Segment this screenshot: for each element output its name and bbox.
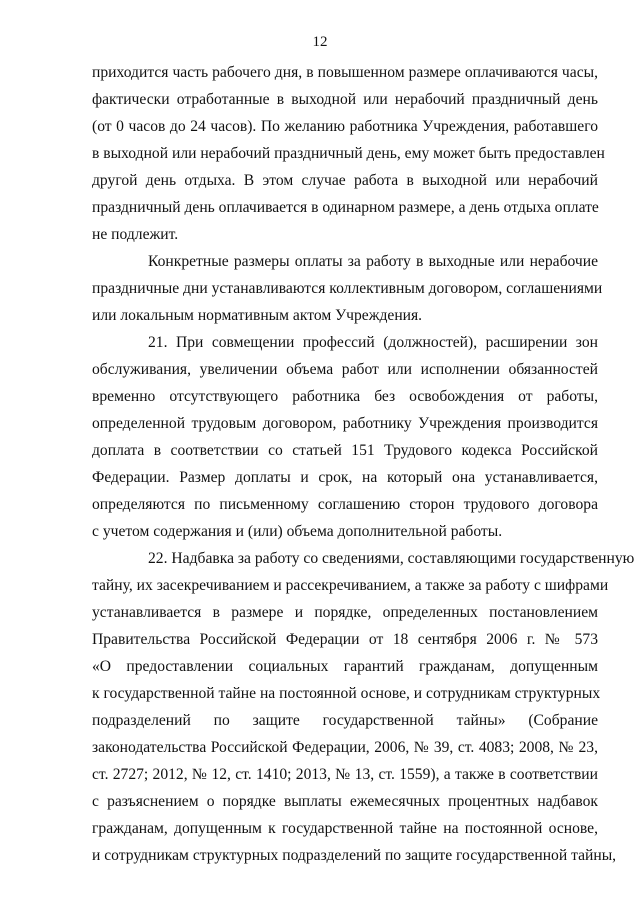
text-line: подразделений по защите государственной тайны» (Собрание xyxy=(92,712,598,729)
text-line: определенной трудовым договором, работнику Учреждения производится xyxy=(92,415,598,432)
paragraph-first-line: Конкретные размеры оплаты за работу в выходные или нерабочие xyxy=(148,253,598,270)
text-line: обслуживания, увеличении объема работ или исполнении обязанностей xyxy=(92,361,598,378)
text-line: ст. 2727; 2012, № 12, ст. 1410; 2013, № 13, ст. 1559), а также в соответствии xyxy=(92,766,598,783)
text-line: фактически отработанные в выходной или нерабочий праздничный день xyxy=(92,91,598,108)
text-line: временно отсутствующего работника без освобождения от работы, xyxy=(92,388,598,405)
text-line: (от 0 часов до 24 часов). По желанию работника Учреждения, работавшего xyxy=(92,118,598,135)
text-line: законодательства Российской Федерации, 2006, № 39, ст. 4083; 2008, № 23, xyxy=(92,739,598,756)
text-line: в выходной или нерабочий праздничный день, ему может быть предоставлен xyxy=(92,145,605,162)
text-line: не подлежит. xyxy=(92,226,179,243)
text-line: с разъяснением о порядке выплаты ежемесячных процентных надбавок xyxy=(92,793,598,810)
text-line: праздничный день оплачивается в одинарном размере, а день отдыха оплате xyxy=(92,199,599,216)
text-line: или локальным нормативным актом Учреждения. xyxy=(92,307,423,324)
text-line: определяются по письменному соглашению сторон трудового договора xyxy=(92,496,598,513)
clause-22-first-line: 22. Надбавка за работу со сведениями, составляющими государственную xyxy=(148,550,635,567)
text-line: «О предоставлении социальных гарантий гражданам, допущенным xyxy=(92,658,598,675)
text-line: другой день отдыха. В этом случае работа в выходной или нерабочий xyxy=(92,172,598,189)
text-line: к государственной тайне на постоянной основе, и сотрудникам структурных xyxy=(92,685,601,702)
text-line: тайну, их засекречиванием и рассекречиванием, а также за работу с шифрами xyxy=(92,577,609,594)
text-line: устанавливается в размере и порядке, определенных постановлением xyxy=(92,604,598,621)
text-line: Федерации. Размер доплаты и срок, на который она устанавливается, xyxy=(92,469,598,486)
text-line: праздничные дни устанавливаются коллективным договором, соглашениями xyxy=(92,280,603,297)
page-number: 12 xyxy=(312,34,328,50)
clause-21-first-line: 21. При совмещении профессий (должностей), расширении зон xyxy=(148,334,598,351)
text-line: приходится часть рабочего дня, в повышенном размере оплачиваются часы, xyxy=(92,64,598,81)
text-line: гражданам, допущенным к государственной тайне на постоянной основе, xyxy=(92,820,598,837)
text-line: с учетом содержания и (или) объема дополнительной работы. xyxy=(92,523,503,540)
text-line: и сотрудникам структурных подразделений по защите государственной тайны, xyxy=(92,847,617,864)
text-line: доплата в соответствии со статьей 151 Трудового кодекса Российской xyxy=(92,442,598,459)
text-line: Правительства Российской Федерации от 18 сентября 2006 г. № 573 xyxy=(92,631,598,648)
